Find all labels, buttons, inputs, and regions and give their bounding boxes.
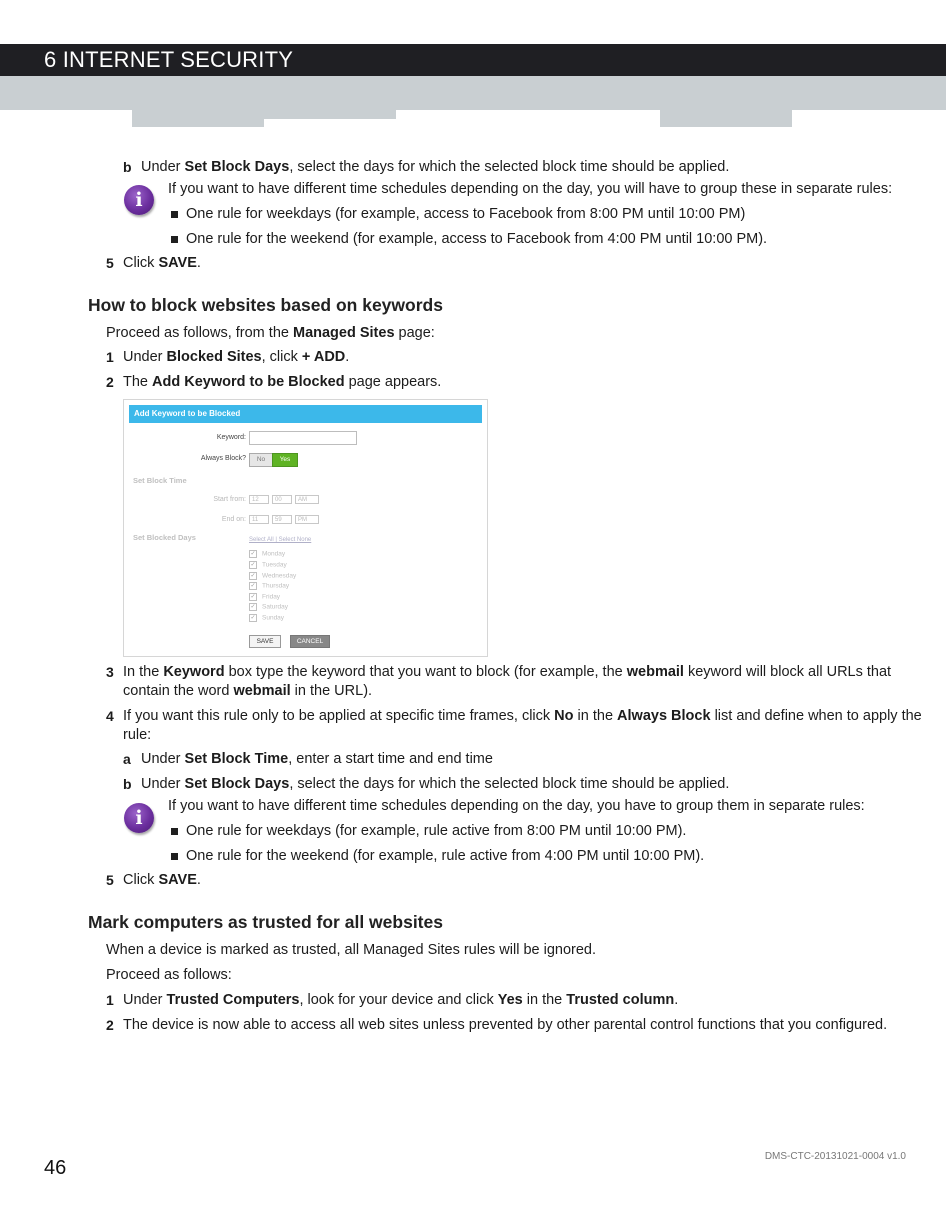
step-text-continued: rule: <box>123 727 152 743</box>
step-letter: a <box>123 751 131 767</box>
set-blocked-days-heading: Set Blocked Days <box>133 533 196 542</box>
step-b-text: Under Set Block Days, select the days for which the selected block time should be applied. <box>141 159 730 175</box>
header-tab-decoration <box>264 110 396 119</box>
paragraph: Proceed as follows: <box>106 967 232 983</box>
select-all-none-links: Select All | Select None <box>249 537 312 543</box>
info-icon: i <box>124 185 154 215</box>
end-minute-select: 59 <box>272 515 292 524</box>
step-number: 5 <box>106 872 114 888</box>
set-block-time-heading: Set Block Time <box>133 476 187 485</box>
start-from-label: Start from: <box>213 496 246 503</box>
sub-step-text: Under Set Block Days, select the days for which the selected block time should be applied. <box>141 776 730 792</box>
screenshot-title-bar: Add Keyword to be Blocked <box>129 405 482 423</box>
cancel-button-image: CANCEL <box>290 635 330 648</box>
paragraph: When a device is marked as trusted, all Managed Sites rules will be ignored. <box>106 942 597 958</box>
bullet-text: One rule for the weekend (for example, access to Facebook from 4:00 PM until 10:00 PM). <box>186 231 768 247</box>
bullet-text: One rule for the weekend (for example, rule active from 4:00 PM until 10:00 PM). <box>186 848 705 864</box>
sub-step-text: Under Set Block Time, enter a start time and end time <box>141 751 493 767</box>
bullet-icon <box>171 211 178 218</box>
header-tab-decoration <box>660 110 792 127</box>
paragraph: Proceed as follows, from the Managed Sites page: <box>106 325 435 341</box>
info-note: If you want to have different time schedules depending on the day, you have to group them in separate rules: <box>168 798 865 814</box>
step-text: If you want this rule only to be applied at specific time frames, click No in the Always Block list and define when to apply the <box>123 708 922 724</box>
step-text: Under Blocked Sites, click + ADD. <box>123 349 350 365</box>
day-checkbox: ✓ Sunday <box>250 614 285 622</box>
bullet-text: One rule for weekdays (for example, access to Facebook from 8:00 PM until 10:00 PM) <box>186 206 746 222</box>
end-ampm-select: PM <box>295 515 319 524</box>
embedded-screenshot <box>123 399 488 657</box>
end-hour-select: 11 <box>249 515 269 524</box>
day-checkbox: ✓ Wednesday <box>250 572 297 580</box>
keyword-label: Keyword: <box>216 434 246 441</box>
header-tab-decoration <box>132 110 264 127</box>
document-id: DMS-CTC-20131021-0004 v1.0 <box>764 1151 906 1162</box>
day-checkbox: ✓ Monday <box>250 550 286 558</box>
bullet-icon <box>171 236 178 243</box>
chapter-header <box>0 44 946 76</box>
yes-toggle: Yes <box>272 453 298 467</box>
save-button-image: SAVE <box>249 635 281 648</box>
step-text: The device is now able to access all web sites unless prevented by other parental control functions that you configured. <box>123 1017 888 1033</box>
step-text: Under Trusted Computers, look for your device and click Yes in the Trusted column. <box>123 992 679 1008</box>
step-number: 1 <box>106 992 114 1008</box>
end-on-label: End on: <box>221 516 246 523</box>
bullet-text: One rule for weekdays (for example, rule active from 8:00 PM until 10:00 PM). <box>186 823 687 839</box>
start-hour-select: 12 <box>249 495 269 504</box>
step-text: Click SAVE. <box>123 255 201 271</box>
day-checkbox: ✓ Saturday <box>250 603 289 611</box>
bullet-icon <box>171 828 178 835</box>
step-text: Click SAVE. <box>123 872 201 888</box>
start-ampm-select: AM <box>295 495 319 504</box>
start-minute-select: 00 <box>272 495 292 504</box>
step-letter: b <box>123 159 132 175</box>
step-number: 2 <box>106 1017 114 1033</box>
info-icon: i <box>124 803 154 833</box>
header-band <box>0 76 946 110</box>
step-text-continued: contain the word webmail in the URL). <box>123 683 373 699</box>
step-number: 2 <box>106 374 114 390</box>
step-number: 5 <box>106 255 114 271</box>
step-number: 4 <box>106 708 114 724</box>
day-checkbox: ✓ Tuesday <box>250 561 287 569</box>
keyword-field <box>249 431 357 445</box>
step-text: In the Keyword box type the keyword that you want to block (for example, the webmail keyword will block all URLs that <box>123 664 892 680</box>
day-checkbox: ✓ Friday <box>250 593 281 601</box>
no-toggle: No <box>249 453 273 467</box>
section-heading: How to block websites based on keywords <box>88 295 443 315</box>
step-letter: b <box>123 776 132 792</box>
bullet-icon <box>171 853 178 860</box>
page-number: 46 <box>44 1157 67 1179</box>
day-checkbox: ✓ Thursday <box>250 582 290 590</box>
info-note: If you want to have different time schedules depending on the day, you will have to group these in separate rules: <box>168 181 893 197</box>
step-number: 3 <box>106 664 114 680</box>
step-text: The Add Keyword to be Blocked page appears. <box>123 374 442 390</box>
chapter-title: 6 INTERNET SECURITY <box>44 47 294 72</box>
section-heading: Mark computers as trusted for all websites <box>88 912 443 932</box>
step-number: 1 <box>106 349 114 365</box>
always-block-label: Always Block? <box>200 455 246 462</box>
